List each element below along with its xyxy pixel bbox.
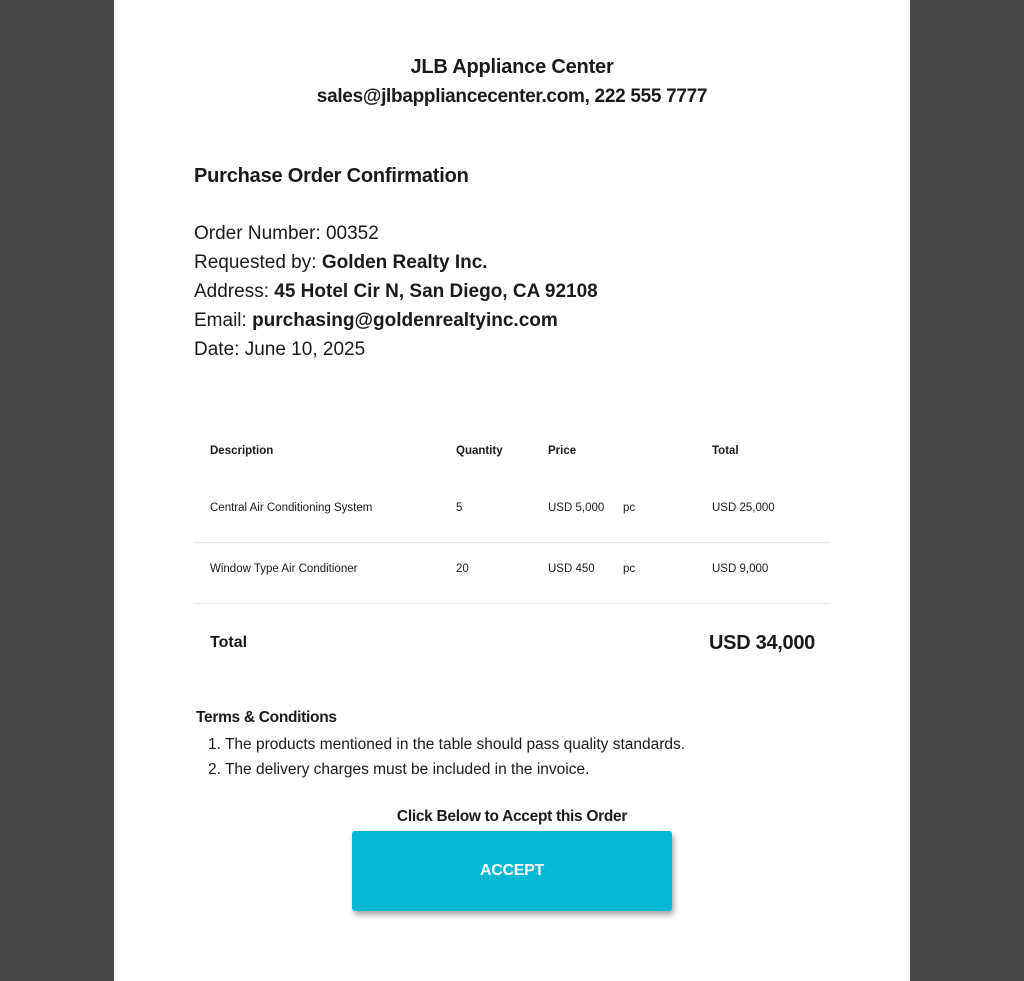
- row-total: USD 25,000: [712, 502, 775, 514]
- row-description: Central Air Conditioning System: [210, 502, 373, 514]
- order-number-value: 00352: [325, 223, 379, 244]
- terms-section: [196, 708, 685, 782]
- email-value: purchasing@goldenrealtyinc.com: [252, 310, 558, 331]
- row-unit: pc: [623, 563, 636, 575]
- table-row: [194, 543, 830, 604]
- company-header: [114, 54, 910, 112]
- header-total: Total: [712, 445, 739, 457]
- order-number-label: Order Number:: [194, 223, 326, 244]
- row-quantity: 5: [456, 502, 463, 514]
- terms-title: Terms & Conditions: [196, 709, 337, 726]
- address-label: Address:: [194, 281, 275, 302]
- date-label: Date:: [194, 339, 245, 360]
- table-row: [194, 482, 830, 543]
- address-line: [194, 277, 598, 306]
- header-quantity: Quantity: [456, 445, 503, 457]
- purchase-order-page: [114, 0, 910, 981]
- address-value: 45 Hotel Cir N, San Diego, CA 92108: [274, 281, 598, 302]
- date-line: [194, 335, 598, 364]
- requested-by-line: [194, 248, 598, 277]
- order-number-line: [194, 219, 598, 248]
- row-unit: pc: [623, 502, 636, 514]
- order-info: [194, 219, 598, 364]
- requested-by-label: Requested by:: [194, 252, 322, 273]
- header-price: Price: [548, 445, 577, 457]
- row-price: USD 5,000: [548, 502, 605, 514]
- row-total: USD 9,000: [712, 563, 769, 575]
- row-description: Window Type Air Conditioner: [210, 563, 358, 575]
- grand-total-row: [194, 604, 830, 684]
- accept-button[interactable]: ACCEPT: [352, 831, 672, 911]
- email-line: [194, 306, 598, 335]
- company-contact: sales@jlbappliancecenter.com, 222 555 7777: [316, 86, 708, 107]
- row-quantity: 20: [456, 563, 469, 575]
- table-header-row: [194, 425, 830, 482]
- page-title: Purchase Order Confirmation: [194, 165, 469, 187]
- grand-total-label: Total: [210, 634, 248, 651]
- grand-total-value: USD 34,000: [709, 632, 815, 654]
- terms-item: 1. The products mentioned in the table should pass quality standards.: [208, 736, 686, 753]
- date-value: June 10, 2025: [244, 339, 366, 360]
- row-price: USD 450: [548, 563, 595, 575]
- company-name: JLB Appliance Center: [410, 56, 614, 78]
- order-items-table: [194, 425, 830, 604]
- email-label: Email:: [194, 310, 253, 331]
- requested-by-value: Golden Realty Inc.: [321, 252, 488, 273]
- terms-list: [196, 732, 685, 782]
- terms-item: 2. The delivery charges must be included in the invoice.: [208, 761, 590, 778]
- accept-prompt: Click Below to Accept this Order: [396, 808, 628, 825]
- header-description: Description: [210, 445, 274, 457]
